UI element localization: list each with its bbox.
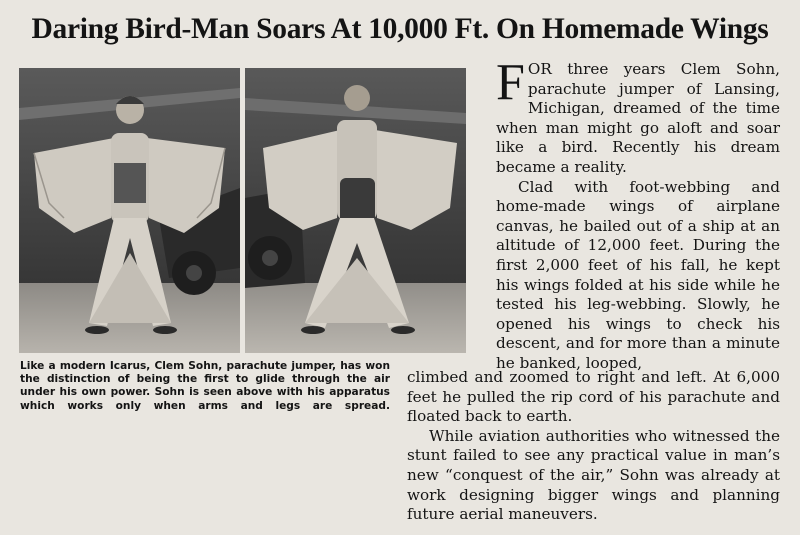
photo-bird-man-back [245, 68, 466, 353]
photo-caption: Like a modern Icarus, Clem Sohn, parachute jumper, has won the distinction of being the first to glide through the air under his own power. Sohn is seen above with his apparatus which works only when arms and legs are spread. [20, 360, 390, 412]
article-paragraph-1-text: OR three years Clem Sohn, parachute jumper of Lansing, Michigan, dreamed of the time when man might go aloft and soar like a bird. Recently his dream became a reality. [496, 60, 780, 176]
article-paragraph-1 [496, 54, 780, 178]
photo-back-image [245, 68, 466, 353]
article-paragraph-2: Clad with foot-webbing and home-made wings of airplane canvas, he bailed out of a ship at an altitude of 12,000 feet. During the first 2,000 feet of his fall, he kept his wings folded at his side while he tested his leg-webbing. Slowly, he opened his wings to check his descent, and for more than a minute he banked, looped, [496, 177, 780, 372]
article-column-right [496, 54, 780, 374]
article-paragraph-3: While aviation authorities who witnessed the stunt failed to see any practical value in man’s new “conquest of the air,” Sohn was already at work designing bigger wings and planning future aerial maneuvers. [407, 426, 780, 524]
drop-cap: F [496, 54, 525, 111]
article-paragraph-2-continued: climbed and zoomed to right and left. At 6,000 feet he pulled the rip cord of his parachute and floated back to earth. [407, 368, 780, 426]
photo-bird-man-front [19, 68, 240, 353]
article-column-wide [407, 368, 780, 525]
headline: Daring Bird-Man Soars At 10,000 Ft. On Homemade Wings [31, 13, 769, 45]
photo-front-image [19, 68, 240, 353]
